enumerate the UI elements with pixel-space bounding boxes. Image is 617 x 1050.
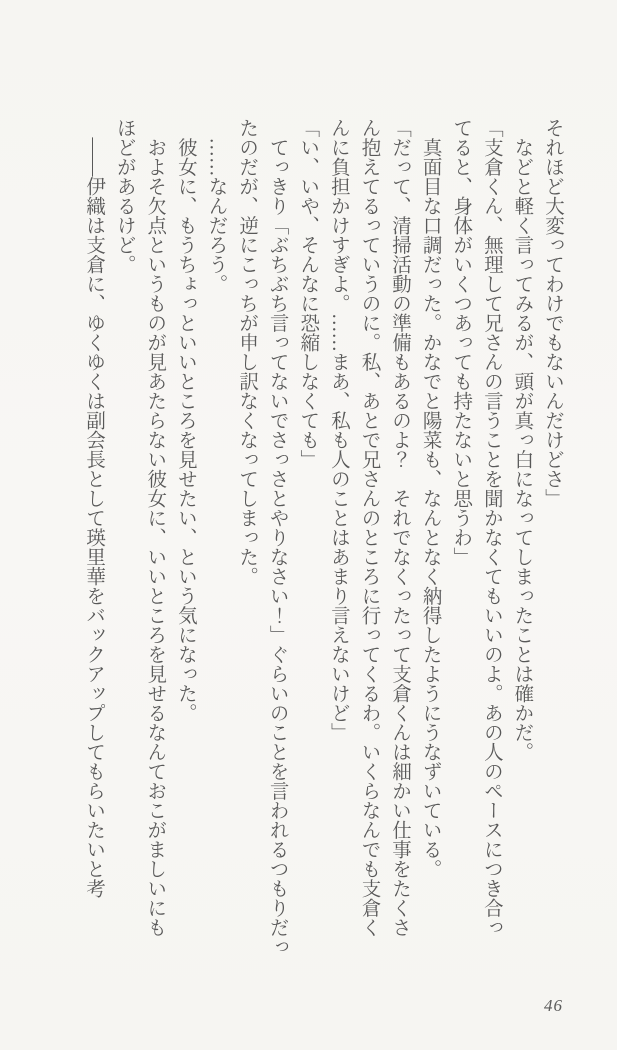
text-line: たのだが、逆にこっちが申し訳なくなってしまった。: [236, 118, 258, 586]
text-line: 真面目な口調だった。かなでと陽菜も、なんとなく納得したようにうなずいている。: [419, 118, 441, 879]
text-line: ほどがあるけど。: [113, 118, 135, 274]
text-line: およそ欠点というものが見あたらない彼女に、いいところを見せるなんておこがましいにも: [144, 118, 166, 937]
text-line: んに負担かけすぎよ。……まあ、私も人のことはあまり言えないけど」: [327, 118, 349, 742]
text-line: 彼女に、もうちょっといいところを見せたい、という気になった。: [174, 118, 196, 723]
text-line: それほど大変ってわけでもないんだけどさ」: [542, 118, 563, 508]
text-line: ――伊織は支倉に、ゆくゆくは副会長として瑛里華をバックアップしてもらいたいと考: [83, 118, 105, 898]
text-line: ん抱えてるっていうのに。私、あとで兄さんのところに行ってくるわ。いくらなんでも支倉く: [358, 118, 380, 937]
text-line: 「い、いや、そんなに恐縮しなくても」: [297, 118, 319, 469]
text-line: ……なんだろう。: [205, 118, 227, 294]
vertical-text-block: [78, 118, 568, 958]
page-number: 46: [544, 996, 563, 1015]
text-line: 「だって、清掃活動の準備もあるのよ？ それでなくったって支倉くんは細かい仕事をたくさ: [389, 118, 411, 937]
text-line: などと軽く言ってみるが、頭が真っ白になってしまったことは確かだ。: [511, 118, 533, 762]
text-line: 「支倉くん、無理して兄さんの言うことを聞かなくてもいいのよ。あの人のペースにつき合っ: [480, 118, 502, 937]
text-line: てると、身体がいくつあっても持たないと思うわ」: [450, 118, 472, 567]
text-line: てっきり「ぶちぶち言ってないでさっさとやりなさい！」ぐらいのことを言われるつもりだっ: [266, 118, 288, 957]
